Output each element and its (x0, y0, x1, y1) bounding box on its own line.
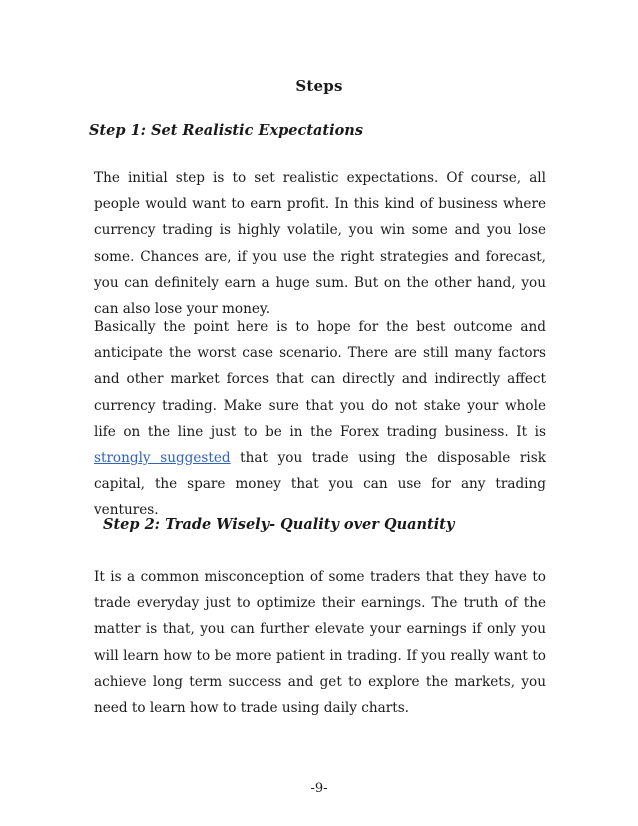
page-title: Steps (295, 77, 343, 95)
paragraph-2-text-start: Basically the point here is to hope for the best outcome and anticipate the worst case scenario. There are still many factors and other market forces that can directly and indirectly affect currency trading. Make sure that you do not stake your whole life on the line just to be in the Forex trading business. It is (94, 319, 546, 440)
step-2-heading: Step 2: Trade Wisely- Quality over Quantity (103, 516, 455, 533)
page-number: -9- (310, 781, 328, 796)
step-1-heading: Step 1: Set Realistic Expectations (89, 122, 364, 139)
paragraph-1: The initial step is to set realistic expectations. Of course, all people would want to earn profit. In this kind of business where currency trading is highly volatile, you win some and you lose some. Chances are, if you use the right strategies and forecast, you can definitely earn a huge sum. But on the other hand, you can also lose your money. (94, 170, 546, 318)
paragraph-2-text-end: that you trade using the disposable risk capital, the spare money that you can use for any trading ventures. (94, 450, 546, 519)
paragraph-3: It is a common misconception of some traders that they have to trade everyday just to optimize their earnings. The truth of the matter is that, you can further elevate your earnings if only you will learn how to be more patient in trading. If you really want to achieve long term success and get to explore the markets, you need to learn how to trade using daily charts. (94, 569, 546, 717)
paragraph-2 (94, 314, 546, 524)
strongly-suggested-link[interactable]: strongly suggested (94, 450, 231, 467)
